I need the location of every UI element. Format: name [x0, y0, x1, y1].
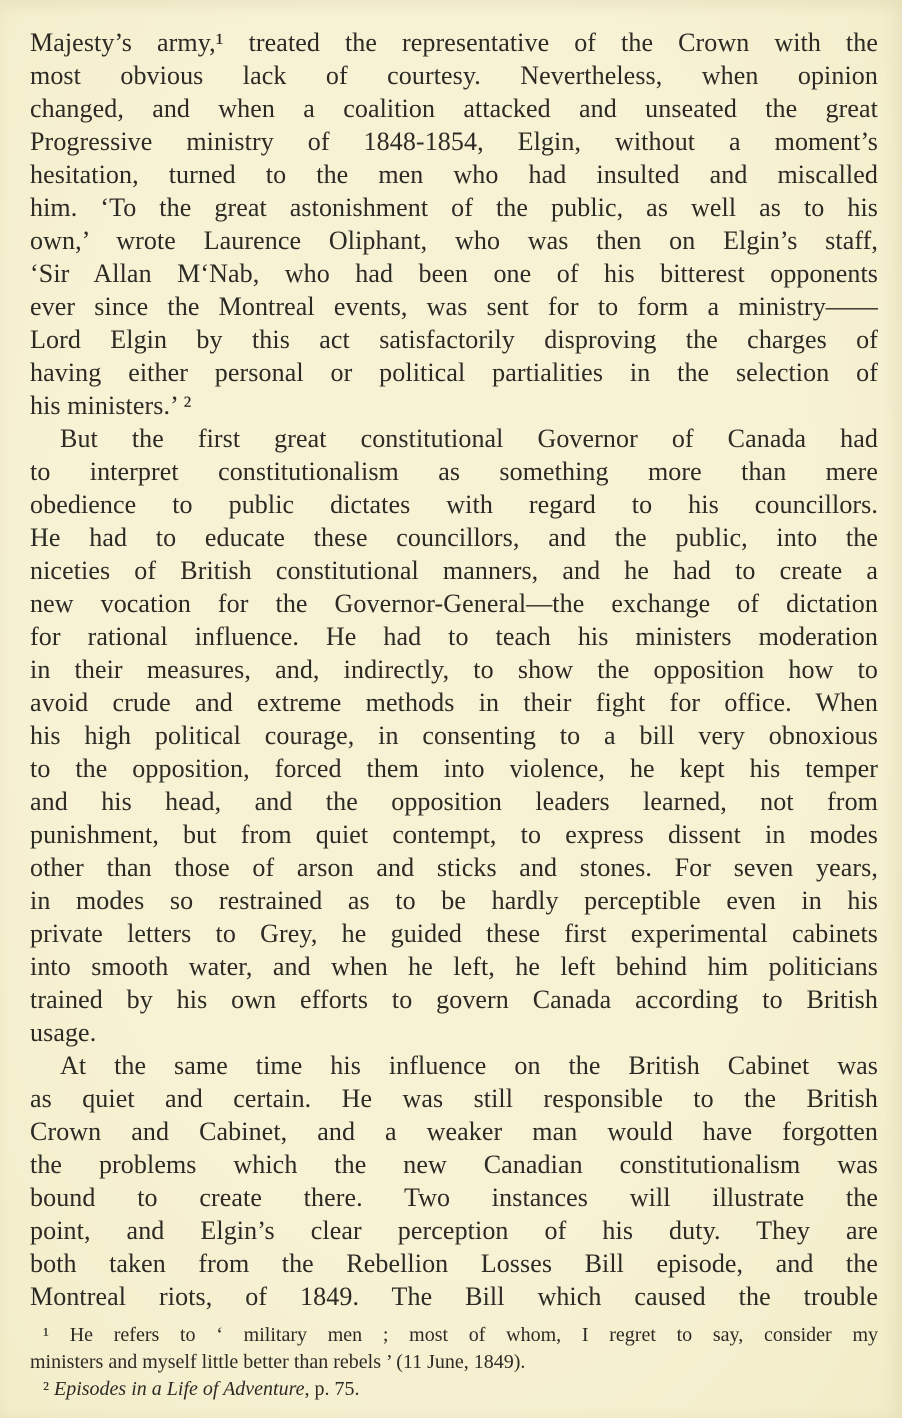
- footnote-text: ¹ He refers to ‘ military men ; most of whom, I regret to say, consider my: [43, 1324, 878, 1346]
- text-line: Lord Elgin by this act satisfactorily disproving the charges of: [30, 325, 878, 354]
- footnotes-block: [30, 1322, 878, 1403]
- text-line: having either personal or political partialities in the selection of: [30, 358, 878, 387]
- text-line: punishment, but from quiet contempt, to express dissent in modes: [30, 820, 878, 849]
- text-line: him. ‘To the great astonishment of the public, as well as to his: [30, 193, 878, 222]
- footnote-line: [30, 1349, 878, 1376]
- text-line: private letters to Grey, he guided these first experimental cabinets: [30, 919, 878, 948]
- text-line: ever since the Montreal events, was sent for to form a ministry——: [30, 292, 878, 321]
- text-line: point, and Elgin’s clear perception of his duty. They are: [30, 1216, 878, 1245]
- text-line: for rational influence. He had to teach his ministers moderation: [30, 622, 878, 651]
- text-line: ‘Sir Allan M‘Nab, who had been one of his bitterest opponents: [30, 259, 878, 288]
- paragraph: [30, 422, 878, 1049]
- footnote-text: , p. 75.: [304, 1378, 360, 1400]
- text-line: own,’ wrote Laurence Oliphant, who was then on Elgin’s staff,: [30, 226, 878, 255]
- text-line: other than those of arson and sticks and stones. For seven years,: [30, 853, 878, 882]
- text-line: Progressive ministry of 1848-1854, Elgin, without a moment’s: [30, 127, 878, 156]
- text-line: to the opposition, forced them into violence, he kept his temper: [30, 754, 878, 783]
- text-line: to interpret constitutionalism as something more than mere: [30, 457, 878, 486]
- paragraph: [30, 26, 878, 422]
- footnote-line: [30, 1376, 878, 1403]
- text-line: his high political courage, in consenting to a bill very obnoxious: [30, 721, 878, 750]
- text-line: most obvious lack of courtesy. Nevertheless, when opinion: [30, 61, 878, 90]
- text-line: both taken from the Rebellion Losses Bill episode, and the: [30, 1249, 878, 1278]
- text-line: Montreal riots, of 1849. The Bill which caused the trouble: [30, 1282, 878, 1311]
- text-line: in modes so restrained as to be hardly perceptible even in his: [30, 886, 878, 915]
- text-line: Crown and Cabinet, and a weaker man would have forgotten: [30, 1117, 878, 1146]
- text-line: and his head, and the opposition leaders learned, not from: [30, 787, 878, 816]
- footnote-work-title: Episodes in a Life of Adventure: [54, 1378, 305, 1400]
- footnote-text: ministers and myself little better than rebels ’ (11 June, 1849).: [30, 1351, 526, 1373]
- text-line: trained by his own efforts to govern Canada according to British: [30, 985, 878, 1014]
- footnote-line: [30, 1322, 878, 1349]
- text-line: in their measures, and, indirectly, to show the opposition how to: [30, 655, 878, 684]
- text-line: niceties of British constitutional manners, and he had to create a: [30, 556, 878, 585]
- text-line: usage.: [30, 1018, 97, 1047]
- text-line: But the first great constitutional Governor of Canada had: [60, 424, 878, 453]
- text-line: hesitation, turned to the men who had insulted and miscalled: [30, 160, 878, 189]
- footnote: [30, 1376, 878, 1403]
- footnote-text: ²: [43, 1378, 54, 1400]
- text-line: new vocation for the Governor-General—the exchange of dictation: [30, 589, 878, 618]
- text-line: Majesty’s army,¹ treated the representative of the Crown with the: [30, 28, 878, 57]
- text-line: changed, and when a coalition attacked and unseated the great: [30, 94, 878, 123]
- text-line: bound to create there. Two instances will illustrate the: [30, 1183, 878, 1212]
- footnote: [30, 1322, 878, 1376]
- paragraph: [30, 1049, 878, 1313]
- text-line: obedience to public dictates with regard to his councillors.: [30, 490, 878, 519]
- text-line: into smooth water, and when he left, he left behind him politicians: [30, 952, 878, 981]
- text-line: the problems which the new Canadian constitutionalism was: [30, 1150, 878, 1179]
- text-line: At the same time his influence on the British Cabinet was: [60, 1051, 878, 1080]
- text-line: as quiet and certain. He was still responsible to the British: [30, 1084, 878, 1113]
- text-line: avoid crude and extreme methods in their fight for office. When: [30, 688, 878, 717]
- text-block: [30, 26, 878, 1313]
- text-line: He had to educate these councillors, and the public, into the: [30, 523, 878, 552]
- text-line: his ministers.’ ²: [30, 391, 192, 420]
